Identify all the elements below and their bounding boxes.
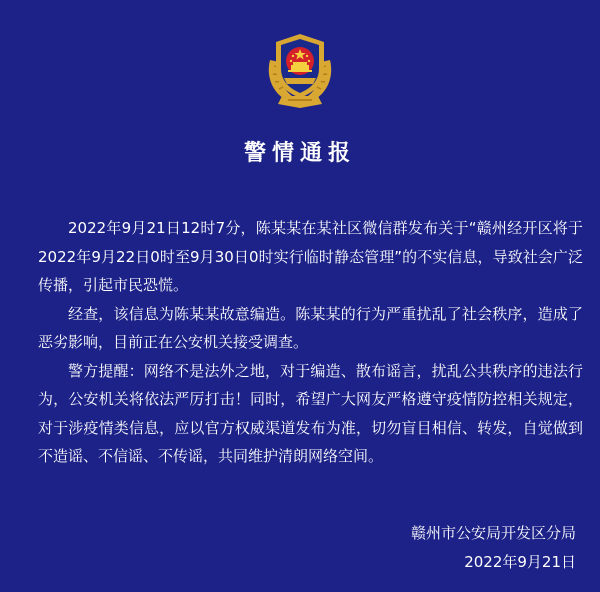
notice-body — [38, 214, 583, 471]
police-badge-icon — [262, 30, 338, 108]
signature-block — [411, 519, 576, 576]
issuer-name: 赣州市公安局开发区分局 — [410, 524, 576, 542]
issue-date: 2022年9月21日 — [464, 552, 576, 571]
paragraph-investigation: 经查，该信息为陈某某故意编造。陈某某的行为严重扰乱了社会秩序，造成了恶劣影响，目前正在公安机关接受调查。 — [38, 304, 583, 351]
paragraph-warning: 警方提醒：网络不是法外之地，对于编造、散布谣言，扰乱公共秩序的违法行为，公安机关将依法严厉打击！同时，希望广大网友严格遵守疫情防控相关规定，对于涉疫情类信息，应以官方权威渠道发布为准，切勿盲目相信、转发，自觉做到不造谣、不信谣、不传谣，共同维护清朗网络空间。 — [38, 361, 583, 465]
page-title: 警情通报 — [243, 141, 356, 166]
paragraph-incident: 2022年9月21日12时7分，陈某某在某社区微信群发布关于“赣州经开区将于2022年9月22日0时至9月30日0时实行临时静态管理”的不实信息，导致社会广泛传播，引起市民恐慌。 — [38, 219, 583, 294]
